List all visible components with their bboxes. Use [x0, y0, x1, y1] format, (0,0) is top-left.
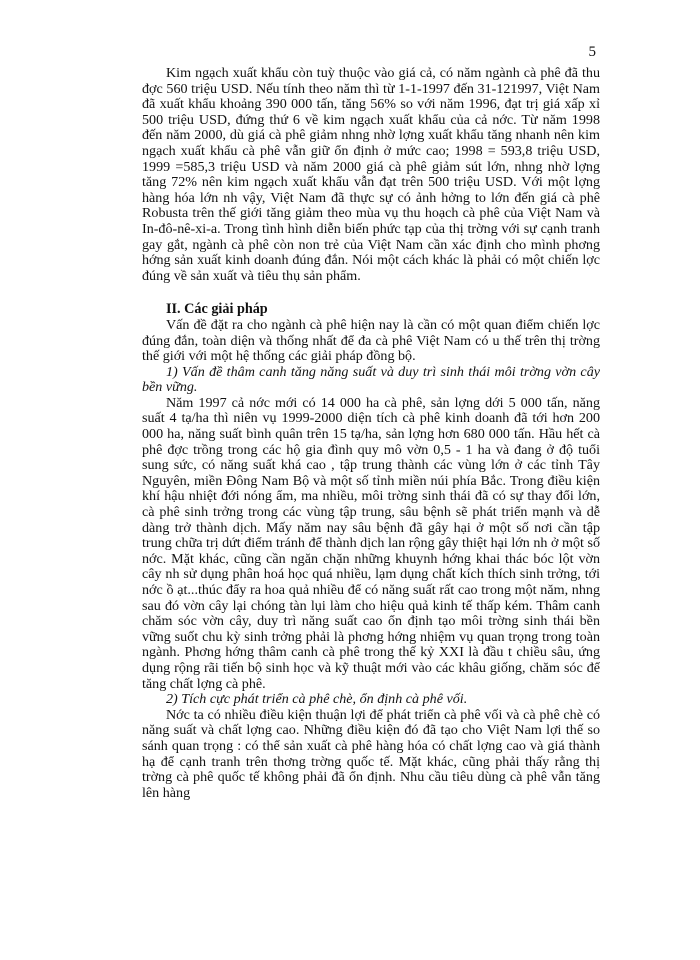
paragraph-intensive-farming: Năm 1997 cả nớc mới có 14 000 ha cà phê, sản lợng dới 5 000 tấn, năng suất 4 tạ/ha thì niên vụ 1999-2000 diện tích cà phê kinh doanh đã tới hơn 200 000 ha, năng suất bình quân trên 15 tạ/ha, sản lợng hơn 680 000 tấn. Hầu hết cà phê đợc trồng trong các hộ gia đình quy mô vờn 0,5 - 1 ha và đang ở độ tuổi sung sức, có năng suất khá cao , tập trung thành các vùng lớn ở các tỉnh Tây Nguyên, miền Đông Nam Bộ và một số tỉnh miền núi phía Bắc. Trong điều kiện khí hậu nhiệt đới nóng ẩm, ma nhiều, môi trờng sinh thái đã có sự thay đổi lớn, cà phê sinh trởng trong các vùng tập trung, sâu bệnh sẽ phát triển mạnh và dễ dàng trở thành dịch. Mấy năm nay sâu bệnh đã gây hại ở một số nơi cần tập trung chữa trị dứt điểm tránh để thành dịch lan rộng gây thiệt hại lớn nh ở một số nớc. Mặt khác, cũng cần ngăn chặn những khuynh hớng khai thác bóc lột vờn cây nh sử dụng phân hoá học quá nhiều, lạm dụng chất kích thích sinh trởng, tới nớc ồ ạt...thúc đẩy ra hoa quả nhiều để có năng suất rất cao trong một năm, nhng sau đó vờn cây lại chóng tàn lụi làm cho hiệu quả kinh tế thấp kém. Thâm canh chăm sóc vờn cây, duy trì năng suất cao ổn định tạo môi trờng sinh thái bền vững suốt chu kỳ sinh trởng phải là phơng hớng nhiệm vụ quan trọng trong toàn ngành. Phơng hớng thâm canh cà phê trong thế kỷ XXI là đầu t chiều sâu, ứng dụng rộng rãi tiến bộ sinh học và kỹ thuật mới vào các khâu giống, chăm sóc để tăng chất lợng cà phê. [142, 394, 600, 692]
paragraph-strategy: Vấn đề đặt ra cho ngành cà phê hiện nay là cần có một quan điểm chiến lợc đúng đắn, toàn diện và thống nhất để đa cà phê Việt Nam có u thế trên thị trờng thế giới với một hệ thống các giải pháp đồng bộ. [142, 316, 600, 365]
paragraph-export-value: Kim ngạch xuất khẩu còn tuỳ thuộc vào giá cả, có năm ngành cà phê đã thu đợc 560 triệu USD. Nếu tính theo năm thì từ 1-1-1997 đến 31-121997, Việt Nam đã xuất khẩu khoảng 390 000 tấn, tăng 56% so với năm 1996, đạt trị giá xấp xỉ 500 triệu USD, đứng thứ 6 về kim ngạch xuất khẩu của cả nớc. Từ năm 1998 đến năm 2000, dù giá cà phê giảm nhng nhờ lợng xuất khẩu tăng nhanh nên kim ngạch xuất khẩu cà phê vẫn giữ ổn định ở mức cao; 1998 = 593,8 triệu USD, 1999 =585,3 triệu USD và năm 2000 giá cà phê giảm sút lớn, nhng nhờ lợng tăng 72% nên kim ngạch xuất khẩu vẫn đạt trên 500 triệu USD. Với một lợng hàng hóa lớn nh vậy, Việt Nam đã thực sự có ảnh hởng to lớn đến giá cà phê Robusta trên thế giới tăng giảm theo mùa vụ thu hoạch cà phê của Việt Nam và In-đô-nê-xi-a. Trong tình hình diễn biến phức tạp của thị trờng với sự cạnh tranh gay gắt, ngành cà phê còn non trẻ của Việt Nam cần xác định cho mình phơng hớng sản xuất kinh doanh đúng đắn. Nói một cách khác là phải có một chiến lợc đúng về sản xuất và tiêu thụ sản phẩm. [142, 65, 600, 284]
page-number: 5 [588, 44, 596, 60]
subheading-intensive-farming: 1) Vấn đề thâm canh tăng năng suất và duy trì sinh thái môi trờng vờn cây bền vững. [142, 363, 600, 396]
page-content [142, 66, 600, 801]
section-heading-solutions: II. Các giải pháp [166, 301, 268, 318]
subheading-arabica-robusta: 2) Tích cực phát triển cà phê chè, ổn định cà phê vối. [166, 691, 468, 708]
paragraph-arabica-robusta: Nớc ta có nhiều điều kiện thuận lợi để phát triển cà phê vối và cà phê chè có năng suất và chất lợng cao. Những điều kiện đó đã tạo cho Việt Nam lợi thế so sánh quan trọng : có thể sản xuất cà phê hàng hóa có chất lợng cao và giá thành hạ để cạnh tranh trên thơng trờng quốc tế. Mặt khác, cũng phải thấy rằng thị trờng cà phê quốc tế không phải đã ổn định. Nhu cầu tiêu dùng cà phê vẫn tăng lên hàng [142, 706, 600, 801]
